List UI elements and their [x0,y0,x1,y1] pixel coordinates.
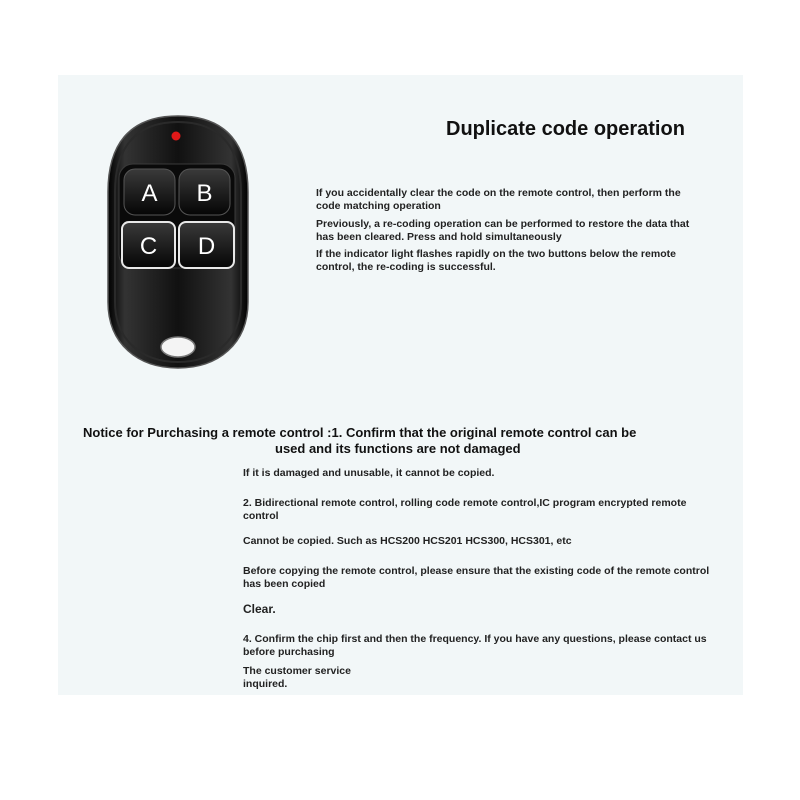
notice-item-3: Cannot be copied. Such as HCS200 HCS201 HCS300, HCS301, etc [243,535,572,547]
notice-item-5: Clear. [243,602,276,616]
remote-control-image [100,112,256,372]
remote-button-c [122,222,175,268]
page-title: Duplicate code operation [446,118,685,140]
notice-item-4: Before copying the remote control, please ensure that the existing code of the remote control has been copied [243,565,710,590]
remote-button-b [179,169,230,215]
notice-heading-line-1: Notice for Purchasing a remote control :1. Confirm that the original remote control can be [83,425,637,440]
indicator-led [172,132,181,141]
notice-item-1: If it is damaged and unusable, it cannot be copied. [243,467,495,479]
keyring-hole [161,337,195,357]
notice-item-2: 2. Bidirectional remote control, rolling code remote control,IC program encrypted remote control [243,497,687,522]
remote-button-d-label: D [197,233,216,260]
notice-item-7: The customer service inquired. [243,665,351,690]
remote-button-c-label: C [139,233,158,260]
instruction-paragraph-3: If the indicator light flashes rapidly on the two buttons below the remote control, the re-coding is successful. [316,248,676,273]
remote-button-a-label: A [141,180,158,207]
notice-item-6: 4. Confirm the chip first and then the frequency. If you have any questions, please contact us before purchasing [243,633,707,658]
remote-button-a [124,169,175,215]
instruction-paragraph-2: Previously, a re-coding operation can be performed to restore the data that has been cleared. Press and hold simultaneously [316,218,690,243]
notice-heading [83,425,723,457]
instruction-paragraph-1: If you accidentally clear the code on the remote control, then perform the code matching operation [316,187,681,212]
remote-button-b-label: B [196,180,213,207]
notice-heading-line-2: used and its functions are not damaged [275,441,521,456]
remote-button-d [179,222,234,268]
